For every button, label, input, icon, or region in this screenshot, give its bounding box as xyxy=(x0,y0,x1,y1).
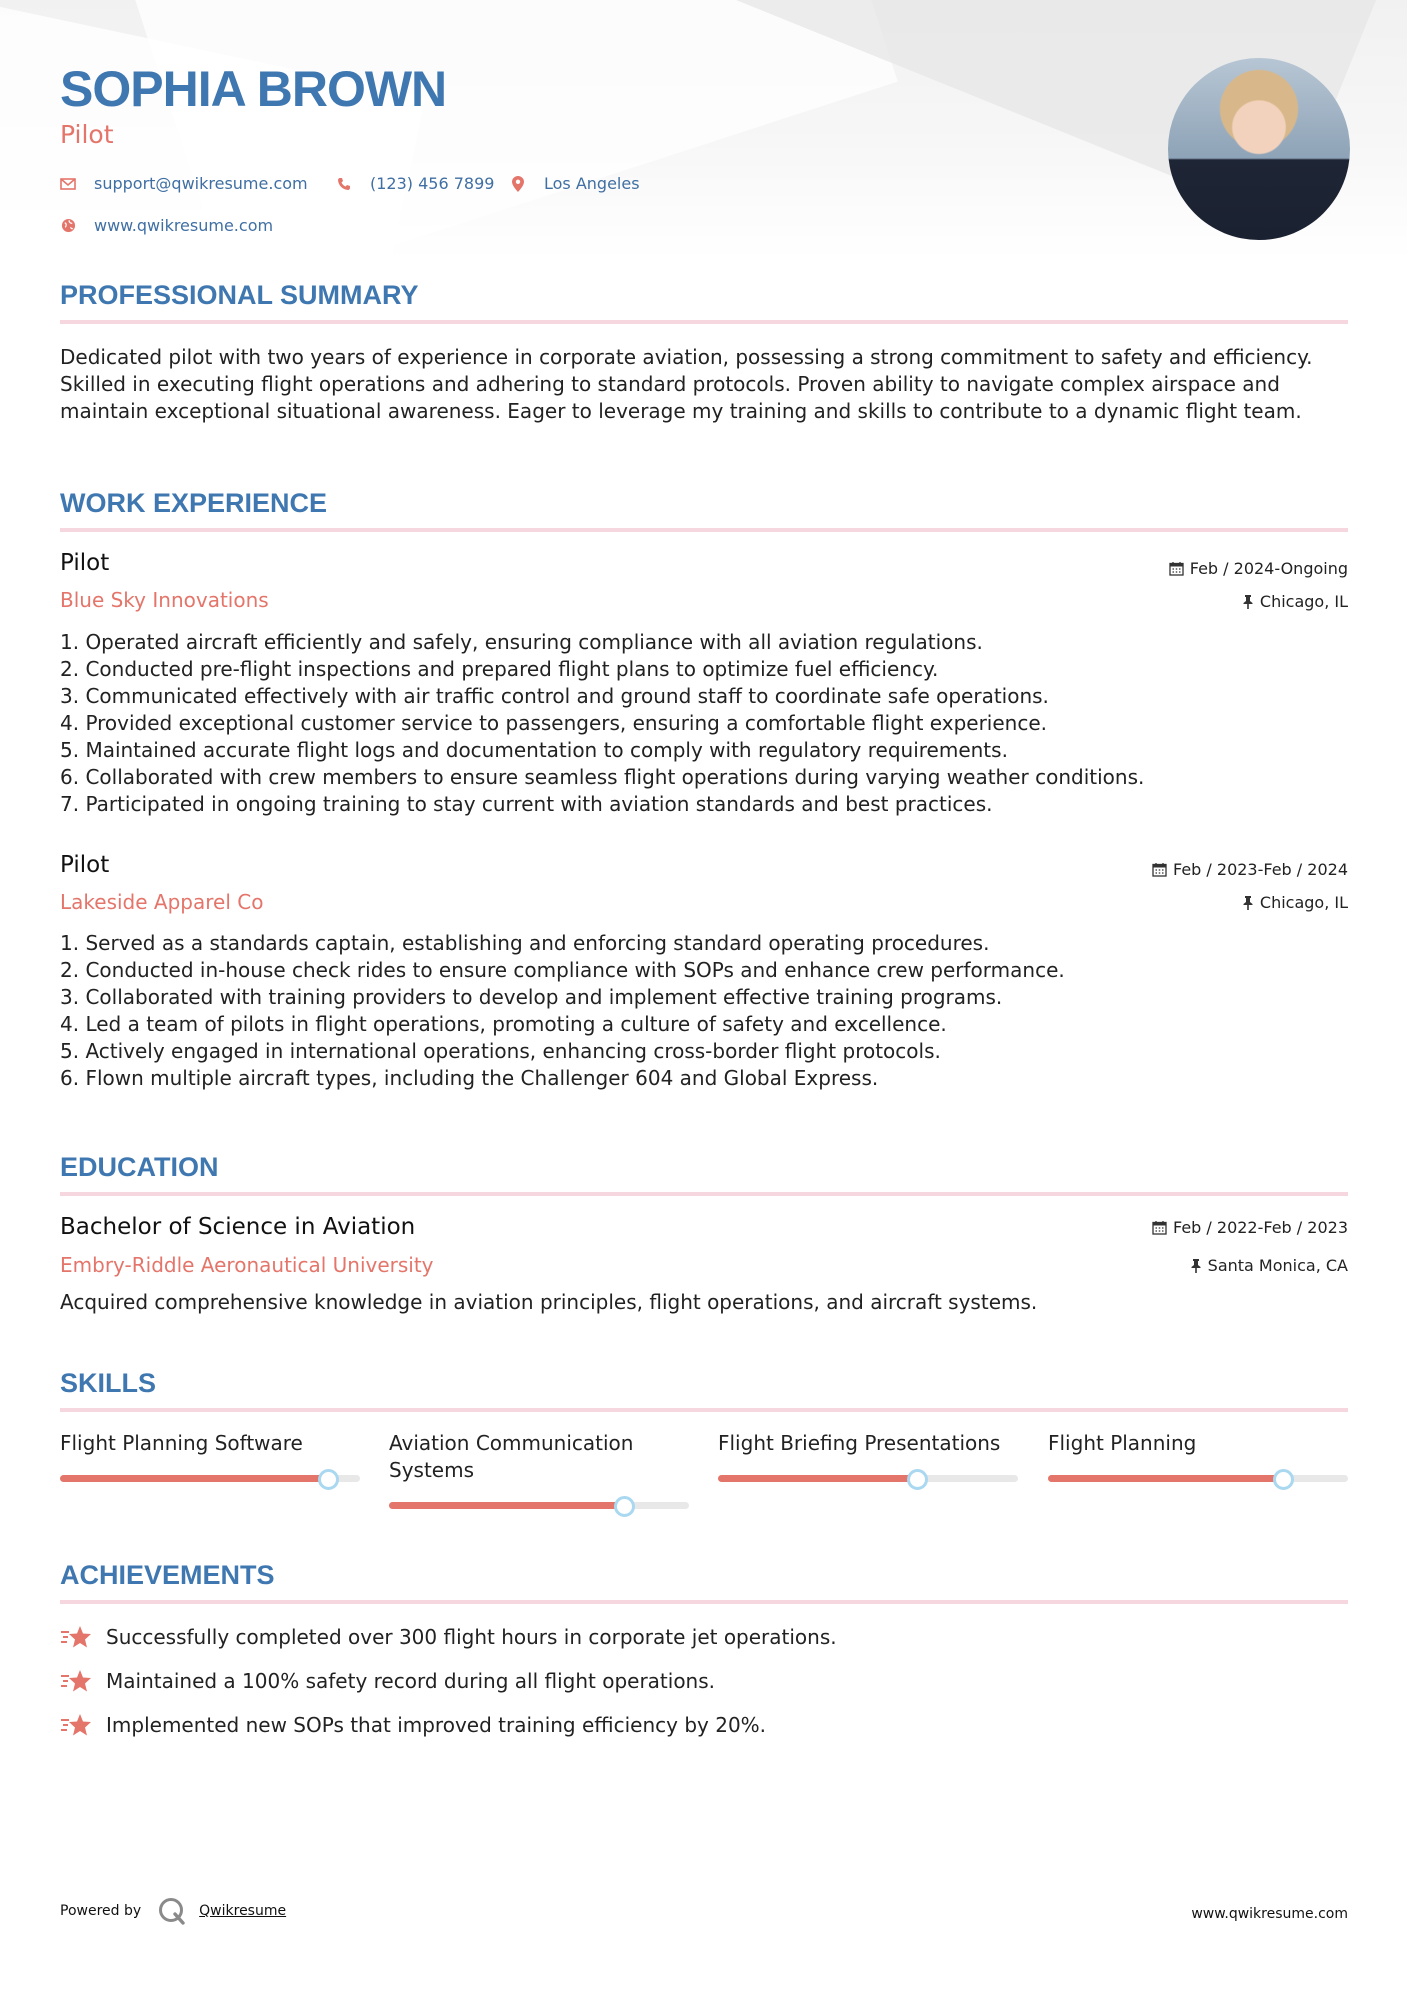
list-item: 6. Collaborated with crew members to ensure seamless flight operations during varying weather conditions. xyxy=(60,765,1145,789)
star-icon xyxy=(60,1624,94,1650)
list-item: 7. Participated in ongoing training to stay current with aviation standards and best practices. xyxy=(60,792,993,816)
achievement-text: Successfully completed over 300 flight hours in corporate jet operations. xyxy=(106,1625,837,1649)
skill-name: Aviation Communication Systems xyxy=(389,1431,634,1482)
skill-level-knob xyxy=(1273,1469,1294,1490)
achievement-text: Implemented new SOPs that improved training efficiency by 20%. xyxy=(106,1713,767,1737)
skill-name: Flight Planning xyxy=(1048,1431,1197,1455)
list-item: 3. Collaborated with training providers to develop and implement effective training programs. xyxy=(60,985,1003,1009)
job-dates-text: Feb / 2024-Ongoing xyxy=(1189,559,1348,578)
envelope-icon xyxy=(60,176,76,192)
profile-photo xyxy=(1168,58,1350,240)
qwikresume-link[interactable]: Qwikresume xyxy=(199,1903,287,1919)
list-item: 2. Conducted pre-flight inspections and prepared flight plans to optimize fuel efficiency. xyxy=(60,657,939,681)
skills-heading: SKILLS xyxy=(60,1368,157,1398)
website-text: www.qwikresume.com xyxy=(94,216,274,235)
section-divider xyxy=(60,1600,1348,1604)
list-item: 2. Conducted in-house check rides to ensure compliance with SOPs and enhance crew performance. xyxy=(60,958,1065,982)
skill-name: Flight Briefing Presentations xyxy=(718,1431,1001,1455)
skill-level-fill xyxy=(60,1475,327,1482)
calendar-icon xyxy=(1152,1220,1167,1235)
job-company: Blue Sky Innovations xyxy=(60,588,269,612)
section-divider xyxy=(60,528,1348,532)
section-divider xyxy=(60,1408,1348,1412)
list-item: 4. Provided exceptional customer service to passengers, ensuring a comfortable flight experience. xyxy=(60,711,1047,735)
star-icon xyxy=(60,1668,94,1694)
list-item: 3. Communicated effectively with air traffic control and ground staff to coordinate safe operations. xyxy=(60,684,1049,708)
achievement-item xyxy=(60,1624,837,1650)
job-title: Pilot xyxy=(60,550,110,576)
globe-icon xyxy=(60,218,76,234)
section-divider xyxy=(60,1192,1348,1196)
summary-heading: PROFESSIONAL SUMMARY xyxy=(60,280,419,310)
skill-level-bar xyxy=(1048,1475,1348,1482)
phone-text: (123) 456 7899 xyxy=(370,174,495,193)
achievement-item xyxy=(60,1668,715,1694)
contact-phone[interactable] xyxy=(336,174,494,193)
job-location-text: Chicago, IL xyxy=(1259,592,1348,611)
achievement-text: Maintained a 100% safety record during all flight operations. xyxy=(106,1669,716,1693)
skill-level-fill xyxy=(1048,1475,1282,1482)
list-item: 1. Operated aircraft efficiently and safely, ensuring compliance with all aviation regulations. xyxy=(60,630,983,654)
calendar-icon xyxy=(1152,862,1167,877)
powered-by-label: Powered by xyxy=(60,1903,142,1919)
location-text: Los Angeles xyxy=(544,174,640,193)
skill-level-knob xyxy=(907,1469,928,1490)
pin-icon xyxy=(1190,1258,1202,1273)
skill-level-bar xyxy=(60,1475,360,1482)
footer-powered-by xyxy=(60,1896,286,1926)
summary-text: Dedicated pilot with two years of experience in corporate aviation, possessing a strong commitment to safety and efficiency. Skilled in executing flight operations and adhering to standard protocols. Proven ability to navigate complex airspace and maintain exceptional situational awareness. Eager to leverage my training and skills to contribute to a dynamic flight team. xyxy=(60,345,1313,423)
qwikresume-logo xyxy=(157,1896,187,1926)
education-description: Acquired comprehensive knowledge in aviation principles, flight operations, and aircraft systems. xyxy=(60,1290,1038,1314)
skill-level-knob xyxy=(318,1469,339,1490)
job-location-text: Chicago, IL xyxy=(1259,893,1348,912)
skill-level-bar xyxy=(718,1475,1018,1482)
experience-heading: WORK EXPERIENCE xyxy=(60,488,328,518)
job-location xyxy=(1242,893,1348,912)
education-location xyxy=(1190,1256,1348,1275)
candidate-name: SOPHIA BROWN xyxy=(60,61,447,117)
degree-title: Bachelor of Science in Aviation xyxy=(60,1214,416,1240)
list-item: 5. Maintained accurate flight logs and documentation to comply with regulatory requirements. xyxy=(60,738,1008,762)
skill-level-fill xyxy=(718,1475,916,1482)
map-marker-icon xyxy=(510,176,526,192)
job-dates-text: Feb / 2023-Feb / 2024 xyxy=(1173,860,1348,879)
achievement-item xyxy=(60,1712,766,1738)
skill-level-fill xyxy=(389,1502,623,1509)
education-dates-text: Feb / 2022-Feb / 2023 xyxy=(1173,1218,1348,1237)
skill-level-bar xyxy=(389,1502,689,1509)
skill-level-knob xyxy=(614,1496,635,1517)
calendar-icon xyxy=(1169,561,1184,576)
email-text: support@qwikresume.com xyxy=(94,174,308,193)
list-item: 6. Flown multiple aircraft types, including the Challenger 604 and Global Express. xyxy=(60,1066,879,1090)
achievements-heading: ACHIEVEMENTS xyxy=(60,1560,275,1590)
contact-website[interactable] xyxy=(60,216,273,235)
job-location xyxy=(1242,592,1348,611)
pin-icon xyxy=(1242,594,1254,609)
star-icon xyxy=(60,1712,94,1738)
job-company: Lakeside Apparel Co xyxy=(60,890,264,914)
list-item: 4. Led a team of pilots in flight operations, promoting a culture of safety and excellence. xyxy=(60,1012,947,1036)
skill-name: Flight Planning Software xyxy=(60,1431,303,1455)
school-name: Embry-Riddle Aeronautical University xyxy=(60,1253,434,1277)
job-responsibilities xyxy=(60,930,1348,1092)
list-item: 1. Served as a standards captain, establishing and enforcing standard operating procedures. xyxy=(60,931,990,955)
phone-icon xyxy=(336,176,352,192)
contact-email[interactable] xyxy=(60,174,308,193)
pin-icon xyxy=(1242,895,1254,910)
job-dates xyxy=(1152,860,1348,879)
contact-location xyxy=(510,174,640,193)
education-location-text: Santa Monica, CA xyxy=(1207,1256,1348,1275)
education-heading: EDUCATION xyxy=(60,1152,219,1182)
education-dates xyxy=(1152,1218,1348,1237)
candidate-role: Pilot xyxy=(60,120,114,149)
job-dates xyxy=(1169,559,1348,578)
list-item: 5. Actively engaged in international operations, enhancing cross-border flight protocols. xyxy=(60,1039,941,1063)
section-divider xyxy=(60,320,1348,324)
job-title: Pilot xyxy=(60,852,110,878)
job-responsibilities xyxy=(60,629,1348,818)
footer-website[interactable]: www.qwikresume.com xyxy=(1191,1906,1348,1922)
